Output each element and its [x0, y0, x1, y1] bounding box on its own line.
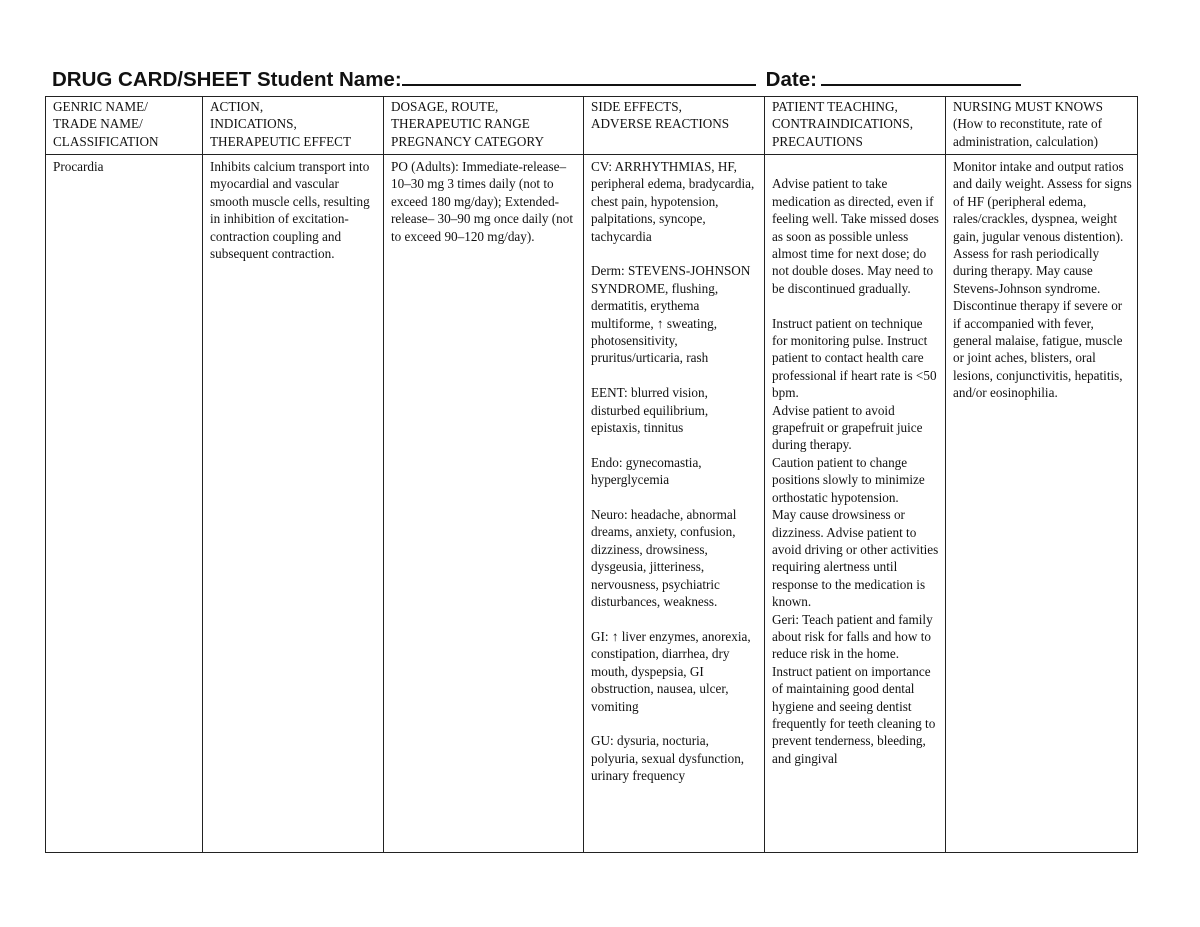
teaching-line: Geri: Teach patient and family about risk for falls and how to reduce risk in the home. — [772, 611, 933, 662]
col-header-patient-teaching: PATIENT TEACHING, CONTRAINDICATIONS, PRECAUTIONS — [765, 97, 946, 155]
side-effect-cv: CV: ARRHYTHMIAS, HF, peripheral edema, bradycardia, chest pain, hypotension, palpitations, syncope, tachycardia — [591, 159, 755, 244]
teaching-line: Caution patient to change positions slowly to minimize orthostatic hypotension. — [772, 454, 925, 505]
side-effect-gi: GI: ↑ liver enzymes, anorexia, constipation, diarrhea, dry mouth, dyspepsia, GI obstruction, nausea, ulcer, vomiting — [591, 628, 751, 714]
nursing-line: Assess for rash periodically during therapy. May cause Stevens-Johnson syndrome. Discontinue therapy if severe or if accompanied with fever, general malaise, fatigue, muscle or joint aches, blisters, oral lesions, conjunctivitis, hepatitis, and/or eosinophilia. — [953, 246, 1123, 401]
side-effect-gu: GU: dysuria, nocturia, polyuria, sexual dysfunction, urinary frequency — [591, 733, 745, 784]
cell-dosage: PO (Adults): Immediate-release– 10–30 mg 3 times daily (not to exceed 180 mg/day); Extended-release– 30–90 mg once daily (not to exceed 90–120 mg/day). — [384, 155, 584, 853]
title-label: DRUG CARD/SHEET Student Name: — [52, 68, 402, 91]
date-field[interactable] — [821, 64, 1021, 86]
col-header-generic-name: GENRIC NAME/ TRADE NAME/ CLASSIFICATION — [46, 97, 203, 155]
date-label: Date: — [765, 68, 817, 91]
col-header-dosage: DOSAGE, ROUTE, THERAPEUTIC RANGE PREGNANCY CATEGORY — [384, 97, 584, 155]
teaching-line: Instruct patient on importance of maintaining good dental hygiene and seeing dentist frequently for teeth cleaning to prevent tenderness, bleeding, and gingival — [772, 663, 936, 766]
teaching-line: May cause drowsiness or dizziness. Advise patient to avoid driving or other activities requiring alertness until response to the medication is known. — [772, 507, 939, 610]
cell-patient-teaching — [765, 155, 946, 853]
col-header-action: ACTION, INDICATIONS, THERAPEUTIC EFFECT — [203, 97, 384, 155]
cell-nursing — [946, 155, 1138, 853]
cell-generic-name: Procardia — [46, 155, 203, 853]
side-effect-eent: EENT: blurred vision, disturbed equilibrium, epistaxis, tinnitus — [591, 385, 709, 436]
page-title — [52, 64, 1021, 93]
nursing-line: Monitor intake and output ratios and daily weight. Assess for signs of HF (peripheral edema, rales/crackles, dyspnea, weight gain, jugular venous distention). — [953, 159, 1132, 244]
cell-side-effects — [584, 155, 765, 853]
table-row — [46, 155, 1138, 853]
teaching-paragraph: Advise patient to take medication as directed, even if feeling well. Take missed doses as soon as possible unless almost time for next dose; do not double doses. May need to be discontinued gradually. — [772, 176, 939, 296]
side-effect-endo: Endo: gynecomastia, hyperglycemia — [591, 454, 702, 488]
side-effect-neuro: Neuro: headache, abnormal dreams, anxiety, confusion, dizziness, drowsiness, dysgeusia, jitteriness, nervousness, psychiatric disturbances, weakness. — [591, 507, 737, 610]
header-row — [46, 97, 1138, 155]
cell-action: Inhibits calcium transport into myocardial and vascular smooth muscle cells, resulting in inhibition of excitation-contraction coupling and subsequent contraction. — [203, 155, 384, 853]
student-name-field[interactable] — [402, 64, 756, 86]
col-header-side-effects: SIDE EFFECTS, ADVERSE REACTIONS — [584, 97, 765, 155]
side-effect-derm: Derm: STEVENS-JOHNSON SYNDROME, flushing, dermatitis, erythema multiforme, ↑ sweating, photosensitivity, pruritus/urticaria, rash — [591, 263, 751, 366]
drug-card-table — [45, 96, 1138, 853]
teaching-line: Advise patient to avoid grapefruit or grapefruit juice during therapy. — [772, 402, 923, 453]
col-header-nursing: NURSING MUST KNOWS (How to reconstitute, rate of administration, calculation) — [946, 97, 1138, 155]
teaching-line: Instruct patient on technique for monitoring pulse. Instruct patient to contact health care professional if heart rate is <50 bpm. — [772, 315, 937, 401]
